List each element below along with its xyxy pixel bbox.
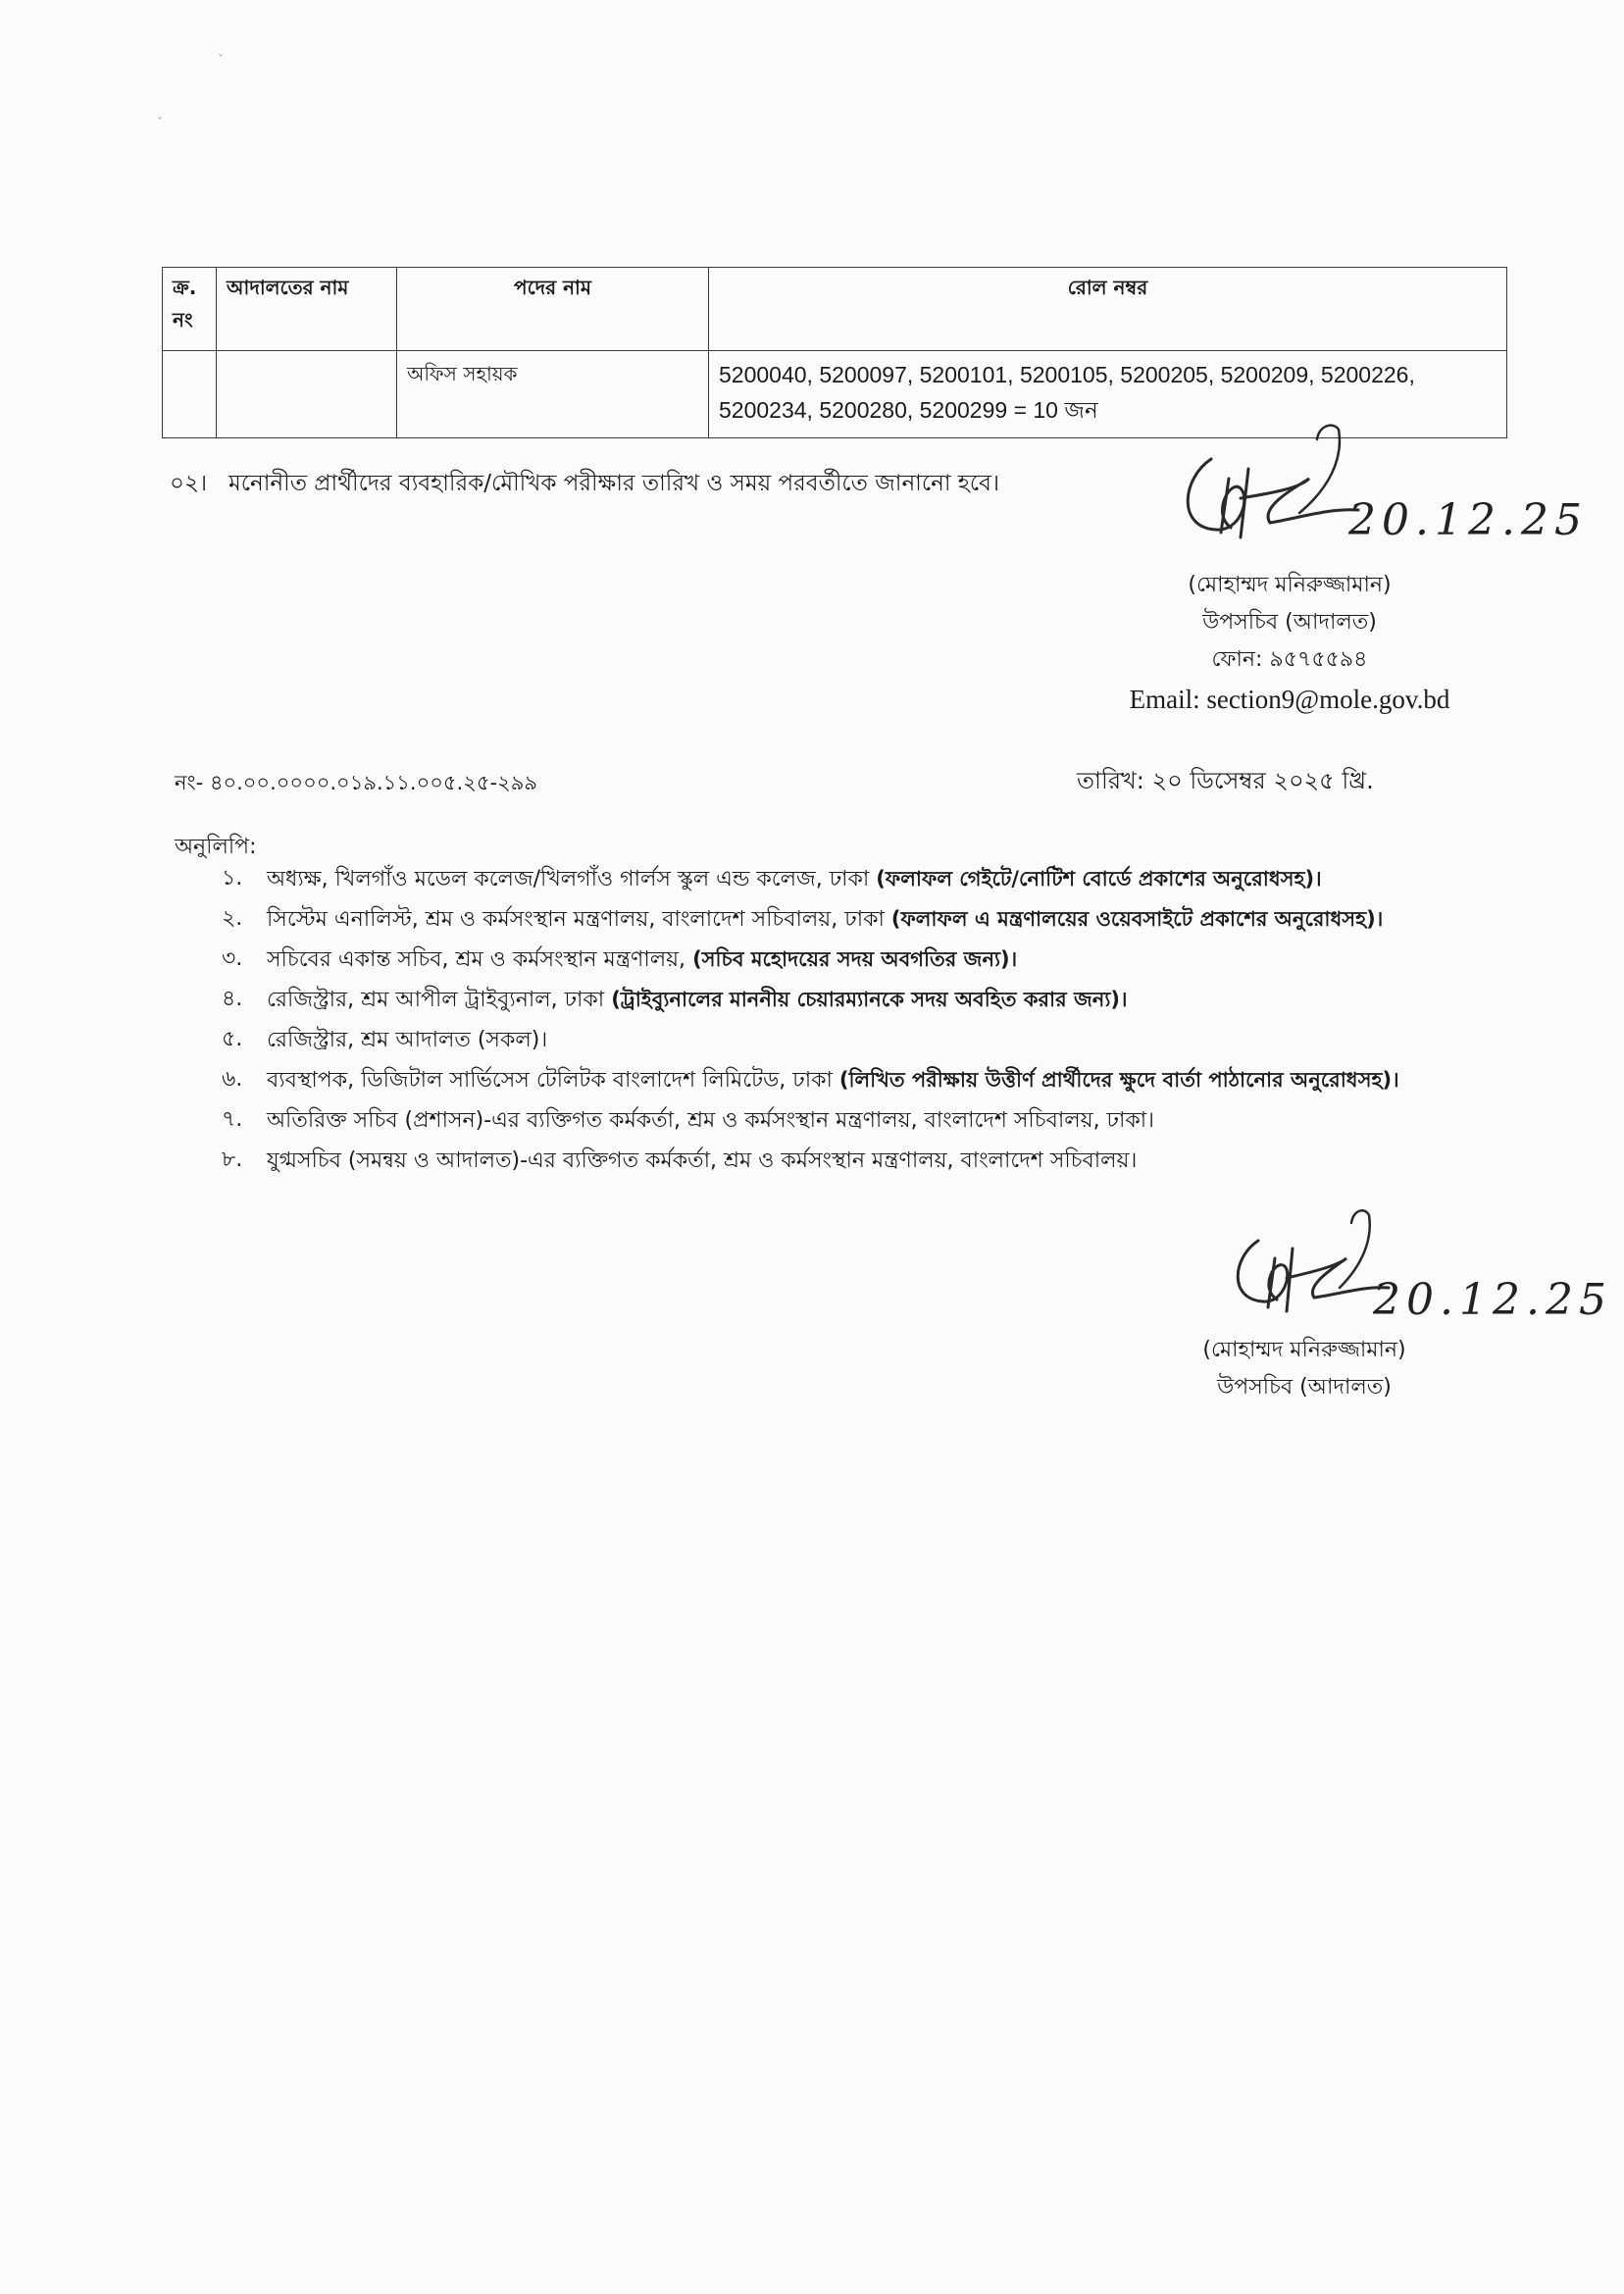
list-item	[175, 1060, 1489, 1100]
item-number: ৩.	[222, 946, 243, 971]
header-serial: ক্র. নং	[163, 268, 217, 351]
paragraph-02	[170, 465, 999, 503]
copy-to-list	[175, 859, 1489, 1181]
item-text: রেজিস্ট্রার, শ্রম আপীল ট্রাইব্যুনাল, ঢাকা	[267, 988, 612, 1012]
item-text: রেজিস্ট্রার, শ্রম আদালত (সকল)।	[267, 1028, 548, 1052]
cell-roll-numbers: 5200040, 5200097, 5200101, 5200105, 5200205, 5200209, 5200226, 5200234, 5200280, 5200299 = 10 জন	[709, 351, 1507, 438]
scan-speck: ˇ	[157, 116, 163, 129]
signature-2-scribble	[1224, 1201, 1391, 1329]
header-court-name: আদালতের নাম	[217, 268, 397, 351]
item-text: অধ্যক্ষ, খিলগাঁও মডেল কলেজ/খিলগাঁও গার্লস স্কুল এন্ড কলেজ, ঢাকা	[267, 867, 877, 892]
item-text: সিস্টেম এনালিস্ট, শ্রম ও কর্মসংস্থান মন্ত্রণালয়, বাংলাদেশ সচিবালয়, ঢাকা	[267, 907, 891, 932]
roll-number-table	[162, 267, 1507, 438]
item-note: (ট্রাইব্যুনালের মাননীয় চেয়ারম্যানকে সদয় অবহিত করার জন্য)।	[611, 988, 1128, 1011]
cell-post-name: অফিস সহায়ক	[397, 351, 709, 438]
item-number: ৪.	[222, 987, 243, 1011]
item-number: ৮.	[222, 1147, 243, 1172]
list-item	[175, 1100, 1489, 1141]
item-text: ব্যবস্থাপক, ডিজিটাল সার্ভিসেস টেলিটক বাংলাদেশ লিমিটেড, ঢাকা	[267, 1068, 839, 1093]
list-item	[175, 940, 1489, 980]
signatory-name: (মোহাম্মদ মনিরুজ্জামান)	[1202, 1338, 1406, 1362]
list-item	[175, 1141, 1489, 1181]
memo-date: তারিখ: ২০ ডিসেম্বর ২০২৫ খ্রি.	[1077, 767, 1374, 794]
table-header-row	[163, 268, 1507, 351]
item-number: ৭.	[222, 1107, 243, 1132]
list-item	[175, 899, 1489, 940]
signatory-designation: উপসচিব (আদালত)	[1217, 1375, 1392, 1400]
item-note: (লিখিত পরীক্ষায় উত্তীর্ণ প্রার্থীদের ক্ষুদে বার্তা পাঠানোর অনুরোধসহ)।	[838, 1068, 1399, 1092]
item-note: (সচিব মহোদয়ের সদয় অবগতির জন্য)।	[692, 947, 1018, 971]
item-note: (ফলাফল এ মন্ত্রণালয়ের ওয়েবসাইটে প্রকাশের অনুরোধসহ)।	[890, 907, 1384, 931]
signatory-phone: ফোন: ৯৫৭৫৫৯৪	[1211, 647, 1368, 672]
item-number: ২.	[222, 906, 243, 931]
header-roll-numbers: রোল নম্বর	[709, 268, 1507, 351]
cell-court-name	[217, 351, 397, 438]
signature-1-scribble	[1172, 420, 1368, 557]
list-item	[175, 859, 1489, 899]
item-note: (ফলাফল গেইটে/নোটিশ বোর্ডে প্রকাশের অনুরোধসহ)।	[876, 867, 1322, 891]
signature-1-date: 20.12.25	[1348, 495, 1588, 545]
cell-serial	[163, 351, 217, 438]
signature-block-2	[1079, 1332, 1530, 1406]
item-text: অতিরিক্ত সচিব (প্রশাসন)-এর ব্যক্তিগত কর্মকর্তা, শ্রম ও কর্মসংস্থান মন্ত্রণালয়, বাংলাদেশ সচিবালয়, ঢাকা।	[267, 1108, 1155, 1133]
list-item	[175, 980, 1489, 1020]
item-number: ৫.	[222, 1027, 243, 1051]
copy-to-label: অনুলিপি:	[175, 835, 257, 859]
signature-2-date: 20.12.25	[1373, 1275, 1612, 1325]
header-post-name: পদের নাম	[397, 268, 709, 351]
item-text: যুগ্মসচিব (সমন্বয় ও আদালত)-এর ব্যক্তিগত কর্মকর্তা, শ্রম ও কর্মসংস্থান মন্ত্রণালয়, বাংলাদেশ সচিবালয়।	[267, 1148, 1138, 1173]
item-number: ১.	[222, 866, 243, 891]
item-text: সচিবের একান্ত সচিব, শ্রম ও কর্মসংস্থান মন্ত্রণালয়,	[267, 947, 693, 972]
paragraph-number: ০২।	[170, 471, 208, 496]
signatory-email: Email: section9@mole.gov.bd	[1129, 685, 1450, 714]
scan-speck: ˇ	[218, 53, 224, 67]
memo-reference-number: নং- ৪০.০০.০০০০.০১৯.১১.০০৫.২৫-২৯৯	[175, 771, 537, 794]
signatory-designation: উপসচিব (আদালত)	[1202, 610, 1377, 635]
paragraph-text: মনোনীত প্রার্থীদের ব্যবহারিক/মৌখিক পরীক্ষার তারিখ ও সময় পরবর্তীতে জানানো হবে।	[228, 471, 1000, 496]
item-number: ৬.	[222, 1067, 243, 1092]
signatory-name: (মোহাম্মদ মনিরুজ্জামান)	[1188, 573, 1392, 597]
signature-block-1	[1054, 567, 1525, 720]
list-item	[175, 1020, 1489, 1060]
